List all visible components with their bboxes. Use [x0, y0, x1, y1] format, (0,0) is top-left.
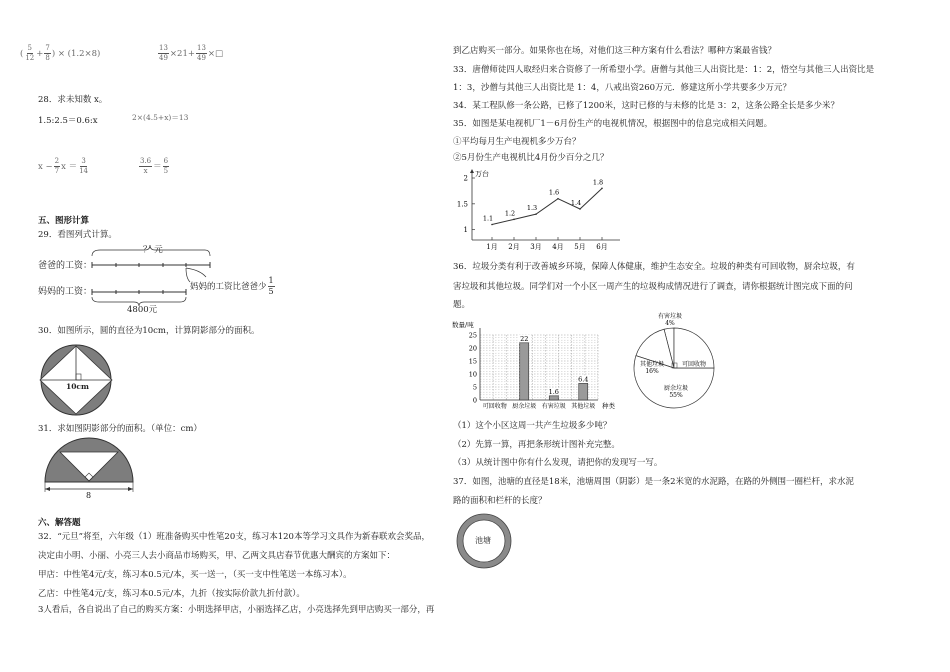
data-label: 1.6 [548, 188, 560, 197]
question-34: 34．某工程队修一条公路，已修了1200米，这时已修的与未修的比是 3：2，这条公路全长是多少米？ [453, 101, 839, 111]
equation-2: 2×(4.5+x)＝13 [132, 113, 189, 122]
q36-sub-3: （3）从统计图中你有什么发现，请把你的发现写一写。 [453, 458, 663, 468]
q35-sub-1: ①平均每月生产电视机多少万台？ [453, 137, 581, 147]
question-29: 29．看图列式计算。 [38, 230, 117, 240]
section-6-heading: 六、解答题 [38, 518, 81, 528]
q32-line-2: 决定由小明、小丽、小亮三人去小商品市场购买，甲、乙两文具店春节优惠大酬宾的方案如下： [38, 551, 396, 561]
y-tick-label: 1.5 [456, 200, 468, 209]
data-label: 1.2 [504, 209, 516, 218]
series-line [492, 188, 602, 224]
question-28: 28．求未知数 x。 [38, 95, 108, 105]
x-tick-label: 5月 [574, 243, 586, 251]
bar [520, 343, 529, 400]
q36-sub-2: （2）先算一算，再把条形统计图补充完整。 [453, 440, 620, 450]
q32-line-4: 乙店：中性笔4元/支，练习本0.5元/本，九折（按实际价款九折付款）。 [38, 589, 305, 599]
question-30: 30．如图所示，圆的直径为10cm，计算阴影部分的面积。 [38, 326, 260, 336]
x-tick-label: 6月 [596, 243, 608, 251]
slice-name: 其他垃圾 [639, 361, 665, 368]
y-axis-arrow [470, 169, 474, 173]
mom-salary-label: 妈妈的工资： [38, 287, 93, 297]
y-axis-label: 数量/吨 [452, 321, 474, 329]
slice-name: 有害垃圾 [657, 313, 683, 320]
y-axis-label: 万台 [475, 170, 489, 178]
mom-amount: 4800元 [127, 305, 158, 315]
expression-2: $\frac{13}{49}$ ×21+ $\frac{13}{49}$ ×□ [159, 44, 224, 62]
x-axis-label: 种类 [602, 402, 615, 410]
tv-production-line-chart [455, 168, 625, 250]
data-label: 22 [520, 334, 529, 343]
question-35: 35．如图是某电视机厂1－6月份生产的电视机情况，根据图中的信息完成相关问题。 [453, 119, 773, 129]
y-tick-label: 15 [468, 357, 477, 366]
slice-name: 可回收物 [681, 361, 707, 368]
data-point [491, 224, 493, 226]
pond-label: 池塘 [475, 536, 491, 545]
q36-line-2: 害垃圾和其他垃圾。同学们对一个小区一周产生的垃圾构成情况进行了调查，请你根据统计图完成下面的问 [453, 282, 853, 292]
y-tick-label: 0 [472, 396, 477, 405]
data-point [557, 198, 559, 200]
x-tick-label: 可回收物 [482, 403, 507, 410]
section-5-heading: 五、图形计算 [38, 216, 90, 226]
q35-sub-2: ②5月份生产电视机比4月份少百分之几？ [453, 153, 609, 163]
data-point [513, 219, 515, 221]
q32-continued: 到乙店购买一部分。如果你也在场，对他们这三种方案有什么看法？哪种方案最省钱？ [453, 46, 777, 56]
x-tick-label: 2月 [508, 243, 520, 251]
equation-1: 1.5:2.5＝0.6:x [38, 116, 98, 126]
data-label: 1.8 [592, 178, 604, 187]
q30-circle-figure [36, 343, 116, 417]
q31-length-label: 8 [86, 491, 92, 500]
bar [579, 383, 588, 400]
data-point [579, 208, 581, 210]
q32-line-1: 32．“元旦”将至，六年级（1）班准备购买中性笔20支，练习本120本等学习文具作为新春联欢会奖品， [38, 532, 430, 542]
data-label: 6.4 [578, 375, 589, 384]
equation-3: x − $\frac{2}{7}$ x ＝ $\frac{3}{14}$ [38, 157, 89, 175]
equation-4: $\frac{3.6}{x}$ ＝ $\frac{6}{5}$ [140, 157, 169, 175]
slice-name: 厨余垃圾 [663, 385, 689, 392]
question-31: 31．求如图阴影部分的面积。（单位：cm） [38, 424, 202, 434]
data-label: 1.1 [482, 214, 494, 223]
q32-line-3: 甲店：中性笔4元/支，练习本0.5元/本，买一送一，（买一支中性笔送一本练习本）。 [38, 570, 352, 580]
q31-semicircle-figure [40, 436, 140, 498]
q33-line-2: 1：3，沙僧与其他三人出资比是 1：4，八戒出资260万元．修建这所小学共要多少万元？ [453, 83, 792, 93]
x-tick-label: 1月 [486, 243, 498, 251]
x-tick-label: 3月 [530, 243, 542, 251]
garbage-bar-chart [452, 318, 622, 413]
x-tick-label: 其他垃圾 [571, 403, 596, 410]
x-tick-label: 厨余垃圾 [512, 403, 537, 410]
x-tick-label: 有害垃圾 [541, 403, 566, 410]
y-tick-label: 10 [468, 370, 477, 379]
dad-salary-label: 爸爸的工资： [38, 261, 93, 271]
q36-sub-1: （1）这个小区这周一共产生垃圾多少吨？ [453, 421, 612, 431]
expression-1: ( $\frac{5}{12}$ + $\frac{7}{8}$ ) × (1.2×8) [20, 44, 101, 62]
data-label: 1.6 [548, 387, 559, 396]
q32-line-5: 3人看后，各自说出了自己的购买方案：小明选择甲店，小丽选择乙店，小亮选择先到甲店购买一部分，再 [38, 605, 435, 615]
data-point [535, 213, 537, 215]
q33-line-1: 33．唐僧师徒四人取经归来合资修了一所希望小学。唐僧与其他三人出资比是：1：2，悟空与其他三人出资比是 [453, 65, 875, 75]
q36-line-3: 题。 [453, 300, 471, 310]
comparison-note: 妈妈的工资比爸爸少 $\frac{1}{5}$ [190, 276, 274, 296]
data-label: 1.3 [526, 204, 538, 213]
y-tick-label: 20 [468, 344, 477, 353]
data-label: 1.4 [570, 199, 582, 207]
y-tick-label: 5 [472, 383, 477, 392]
slice-percent: 55% [669, 392, 683, 399]
q30-diameter-label: 10cm [66, 382, 89, 391]
slice-percent: 16% [645, 368, 659, 375]
unknown-amount: ？ 元 [143, 245, 163, 255]
slice-percent: 4% [665, 320, 675, 327]
y-tick-label: 1 [463, 226, 468, 235]
q37-line-1: 37．如图，池塘的直径是18米，池塘周围（阴影）是一条2米宽的水泥路，在路的外侧围一圈栏杆，求水泥 [453, 477, 855, 487]
bar [549, 396, 558, 400]
q36-line-1: 36．垃圾分类有利于改善城乡环境，保障人体健康，维护生态安全。垃圾的种类有可回收物，厨余垃圾，有 [453, 262, 855, 272]
y-tick-label: 25 [468, 331, 477, 340]
x-tick-label: 4月 [552, 243, 564, 251]
garbage-pie-chart [630, 312, 720, 412]
segment-diagram [0, 0, 300, 330]
data-point [601, 188, 603, 190]
y-tick-label: 2 [463, 174, 468, 183]
q37-line-2: 路的面积和栏杆的长度？ [453, 496, 547, 506]
